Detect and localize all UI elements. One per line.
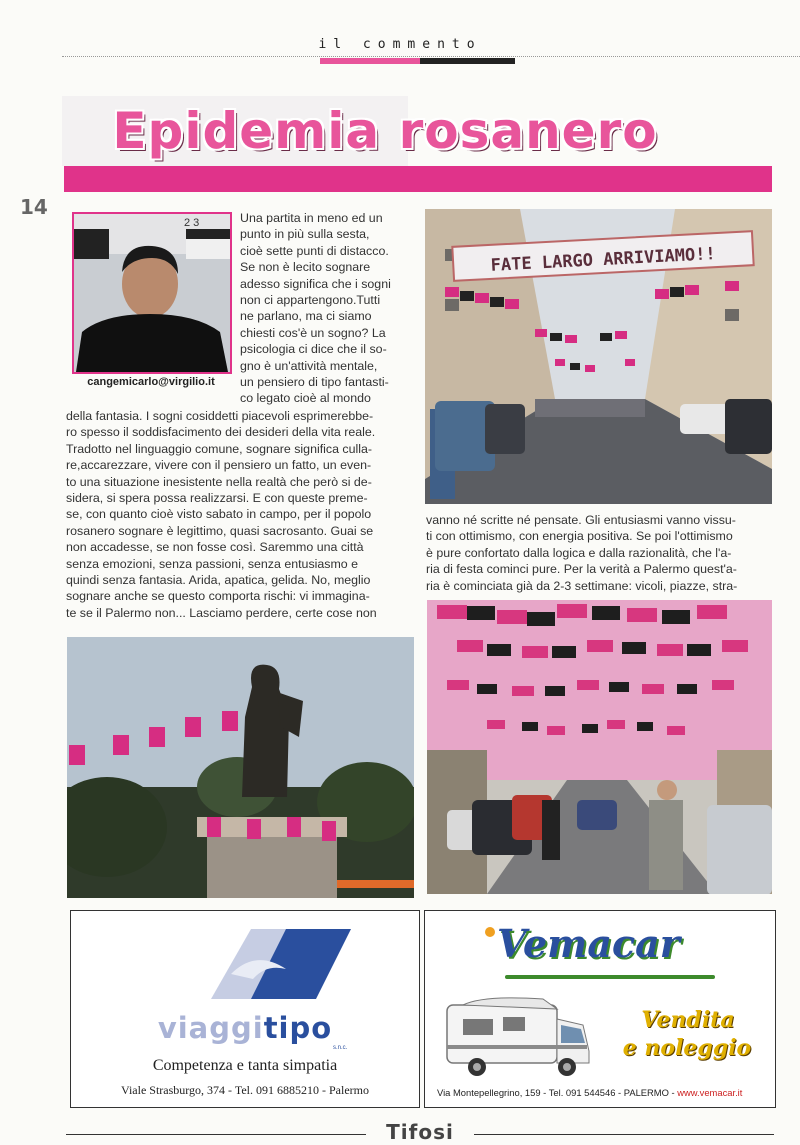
viaggitipo-logo-icon	[211, 929, 351, 999]
article-line: Se non è lecito sognare	[240, 260, 371, 275]
footer-magazine-logo: Tifosi	[386, 1120, 454, 1144]
article-line: sognare anche se questo comporta rischi: vi immagina-	[66, 589, 370, 604]
ad-viaggitipo[interactable]	[70, 910, 420, 1108]
article-col2	[426, 512, 772, 594]
article-line: adesso significa che i sogni	[240, 276, 391, 291]
vemacar-brand: Vemacar	[497, 921, 680, 966]
viaggitipo-address: Viale Strasburgo, 374 - Tel. 091 6885210 - Palermo	[121, 1083, 369, 1097]
article-line: non ci appartengono.Tutti	[240, 293, 381, 308]
article-line: ria di festa cominci pure. Per la verità a Palermo quest'a-	[426, 562, 737, 577]
article-col1-wide	[66, 408, 412, 621]
vemacar-swoosh	[505, 975, 715, 979]
article-line: senza emozioni, senza passioni, senza entusiasmo e	[66, 556, 359, 571]
viaggitipo-suffix: s.n.c.	[333, 1045, 348, 1051]
article-line: gno è un'attività mentale,	[240, 358, 378, 373]
author-photo	[72, 212, 232, 374]
article-line: to una situazione inesistente nella realtà che però si de-	[66, 474, 372, 489]
article-line: psicologia ci dice che il so-	[240, 342, 387, 357]
article-line: della fantasia. I sogni cosiddetti piacevoli esprimerebbe-	[66, 409, 374, 423]
article-line: se, con quanto cioè visto sabato in campo, per il popolo	[66, 507, 372, 522]
vemacar-slogan-line2: e noleggio	[622, 1035, 752, 1061]
article-line: Una partita in meno ed un	[240, 211, 383, 225]
street-flags-photo	[427, 600, 772, 894]
article-line: re,accarezzare, vivere con il pensiero un fatto, un even-	[66, 458, 372, 473]
article-line: co legato cioè al mondo	[240, 391, 371, 406]
camper-van-icon	[443, 995, 593, 1083]
article-line: non accadesse, se non fosse così. Saremmo una città	[66, 540, 364, 555]
vemacar-website[interactable]: www.vemacar.it	[677, 1087, 743, 1098]
title-bar	[64, 166, 772, 192]
article-line: quindi senza fantasia. Arida, apatica, gelida. No, meglio	[66, 573, 371, 588]
viaggitipo-tagline: Competenza e tanta simpatia	[152, 1057, 338, 1074]
article-line: chiesti cos'è un sogno? La	[240, 325, 386, 340]
statue-photo	[67, 637, 414, 898]
article-line: è pure confortato dalla logica e dalla razionalità, che l'a-	[426, 545, 732, 560]
article-line: cioè sette punti di distacco.	[240, 243, 389, 258]
article-line: te se il Palermo non... Lasciamo perdere, certe cose non	[66, 605, 377, 620]
header-accent-bar	[320, 58, 420, 64]
page-number: 14	[20, 195, 48, 219]
vemacar-slogan-line1: Vendita	[641, 1007, 735, 1033]
article-line: sidera, si spera possa realizzarsi. E con queste preme-	[66, 491, 368, 506]
article-line: ro spesso il soddisfacimento dei desideri della vita reale.	[66, 425, 376, 440]
section-label: il commento	[318, 37, 482, 52]
photo-sign-text: 2 3	[184, 217, 200, 229]
footer-line-right	[474, 1134, 774, 1135]
footer-line-left	[66, 1134, 366, 1135]
article-line: ria è cominciata già da 2-3 settimane: vicoli, piazze, stra-	[426, 578, 738, 593]
header-accent-bar-dark	[420, 58, 515, 64]
author-email[interactable]: cangemicarlo@virgilio.it	[87, 376, 215, 388]
article-line: un pensiero di tipo fantasti-	[240, 375, 389, 390]
article-line: punto in più sulla sesta,	[240, 227, 370, 242]
street-banner-text: FATE LARGO ARRIVIAMO!!	[490, 244, 717, 276]
article-col1-top	[240, 210, 412, 407]
viaggitipo-brand-part2: tipo	[263, 1011, 333, 1045]
street-banner-photo	[425, 209, 772, 504]
header-divider	[62, 56, 800, 57]
article-line: rosanero sognare è legittimo, quasi sacrosanto. Guai se	[66, 523, 374, 538]
ad-vemacar[interactable]	[424, 910, 776, 1108]
article-line: ti con ottimismo, con energia positiva. Se poi l'ottimismo	[426, 529, 733, 544]
article-line: vanno né scritte né pensate. Gli entusiasmi vanno vissu-	[426, 513, 736, 527]
vemacar-address: Via Montepellegrino, 159 - Tel. 091 544546 - PALERMO -	[437, 1087, 675, 1098]
article-line: ne parlano, ma ci siamo	[240, 309, 372, 324]
viaggitipo-brand-part1: viaggi	[157, 1011, 264, 1045]
vemacar-contact	[437, 1087, 773, 1098]
vemacar-sun-icon	[485, 927, 495, 937]
article-title: Epidemia rosanero	[112, 102, 658, 160]
article-line: Tradotto nel linguaggio comune, sognare significa culla-	[66, 441, 373, 456]
